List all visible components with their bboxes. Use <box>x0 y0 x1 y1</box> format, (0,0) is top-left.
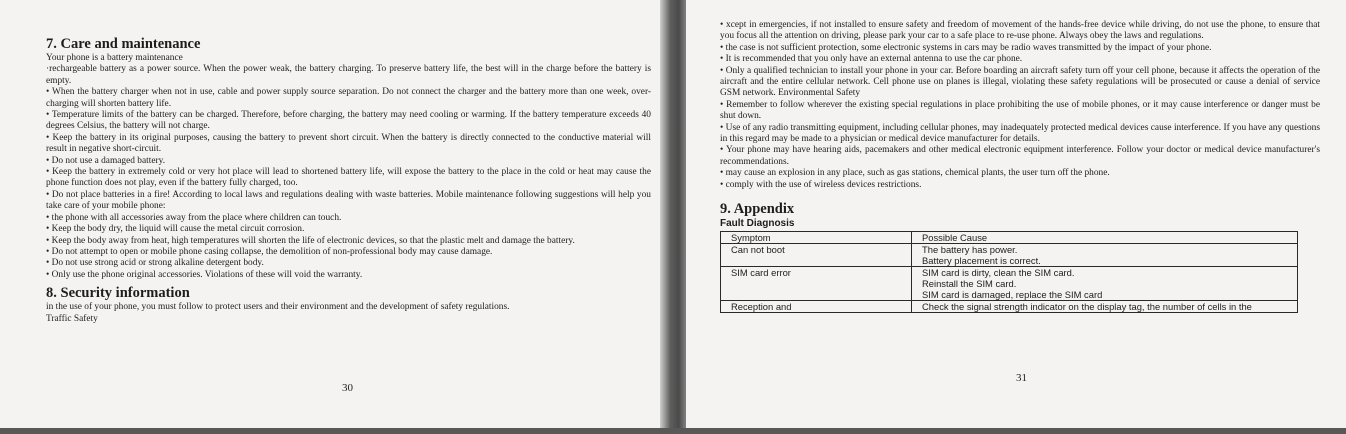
paragraph: • Do not place batteries in a fire! According to local laws and regulations dealing with waste batteries. Mobile maintenance following suggestions will help you take care of your mobile phone: <box>46 189 651 212</box>
paragraph: • Keep the body away from heat, high temperatures will shorten the life of electronic devices, so that the plastic melt and damage the battery. <box>46 235 575 246</box>
table-row <box>721 267 1298 301</box>
fault-diagnosis-table <box>720 231 1298 313</box>
left-page <box>0 0 668 428</box>
paragraph: • Only use the phone original accessories. Violations of these will void the warranty. <box>46 269 363 280</box>
paragraph: • Remember to follow wherever the existing special regulations in place prohibiting the use of mobile phones, or it may cause interference or danger must be shut down. <box>720 99 1320 122</box>
cause-line: Battery placement is correct. <box>922 255 1041 267</box>
paragraph: • It is recommended that you only have an external antenna to use the car phone. <box>720 54 1023 65</box>
paragraph: • may cause an explosion in any place, such as gas stations, chemical plants, the user turn off the phone. <box>720 168 1110 179</box>
left-page-content <box>46 36 651 325</box>
symptom-cell: Can not boot <box>721 244 912 267</box>
section-9-heading: 9. Appendix <box>720 201 795 218</box>
cause-line: The battery has power. <box>922 244 1018 256</box>
paragraph: • Do not use a damaged battery. <box>46 155 166 166</box>
table-row <box>721 301 1298 313</box>
paragraph: • Do not attempt to open or mobile phone casing collapse, the demolition of non-professional body may cause damage. <box>46 246 493 257</box>
right-page <box>686 0 1346 428</box>
paragraph: • the phone with all accessories away from the place where children can touch. <box>46 212 342 223</box>
cause-line: SIM card is dirty, clean the SIM card. <box>922 267 1075 279</box>
paragraph: • Only a qualified technician to install your phone in your car. Before boarding an aircraft safety turn off your cell phone, because it affects the operation of the aircraft and the entire cellular network. Cell phone use on planes is illegal, violating these safety regulations will be prosecuted or cause a denial of service GSM network. Environmental Safety <box>720 65 1320 99</box>
paragraph: • Your phone may have hearing aids, pacemakers and other medical electronic equipment interference. Follow your doctor or medical device manufacturer's recommendations. <box>720 145 1320 167</box>
page-number: 31 <box>1016 372 1027 384</box>
paragraph: • Use of any radio transmitting equipment, including cellular phones, may inadequately protected medical devices cause interference. If you have any questions in this regard may be made to a physician or medical device manufacturer for details. <box>720 122 1320 145</box>
paragraph: • Temperature limits of the battery can be charged. Therefore, before charging, the battery may need cooling or warming. If the battery temperature exceeds 40 degrees Celsius, the battery will not charge. <box>46 110 651 132</box>
cause-line: Check the signal strength indicator on the display tag, the number of cells in the <box>922 301 1252 313</box>
paragraph: • the case is not sufficient protection, some electronic systems in cars may be radio waves transmitted by the impact of your phone. <box>720 42 1212 53</box>
section-7-heading: 7. Care and maintenance <box>46 36 201 52</box>
table-row <box>721 244 1298 267</box>
symptom-cell: Reception and <box>721 301 912 313</box>
paragraph: • Do not use strong acid or strong alkaline detergent body. <box>46 258 264 269</box>
paragraph: • comply with the use of wireless devices restrictions. <box>720 179 922 190</box>
table-header-cause: Possible Cause <box>912 232 1298 244</box>
section-8-heading: 8. Security information <box>46 285 190 302</box>
paragraph: ·rechargeable battery as a power source. When the power weak, the battery charging. To preserve battery life, the best will in the charge before the battery is empty. <box>46 64 651 86</box>
cause-cell <box>912 267 1298 301</box>
page-number: 30 <box>342 382 353 394</box>
symptom-cell: SIM card error <box>721 267 912 301</box>
paragraph: in the use of your phone, you must follow to protect users and their environment and the development of safety regulations. <box>46 302 510 313</box>
cause-line: Reinstall the SIM card. <box>922 278 1017 290</box>
right-page-content <box>720 20 1320 313</box>
paragraph: Your phone is a battery maintenance <box>46 53 183 63</box>
paragraph: Traffic Safety <box>46 313 98 324</box>
cause-line: SIM card is damaged, replace the SIM card <box>922 289 1103 301</box>
table-header-symptom: Symptom <box>721 232 912 244</box>
paragraph: • Keep the body dry, the liquid will cause the metal circuit corrosion. <box>46 224 305 235</box>
table-header-row <box>721 232 1298 244</box>
cause-cell <box>912 244 1298 267</box>
bottom-edge <box>0 428 1346 434</box>
paragraph: • Keep the battery in its original purposes, causing the battery to prevent short circuit. When the battery is directly connected to the conductive material will result in negative short-circuit. <box>46 132 651 155</box>
paragraph: • Keep the battery in extremely cold or very hot place will lead to shortened battery life, will expose the battery to the place in the cold or heat may cause the phone function does not play, even if the battery fully charged, too. <box>46 167 651 189</box>
paragraph: • xcept in emergencies, if not installed to ensure safety and freedom of movement of the hands-free device while driving, do not use the phone, to ensure that you focus all the attention on driving, please park your car to a safe place to re-use phone. Always obey the laws and regulations. <box>720 20 1320 42</box>
cause-cell <box>912 301 1298 313</box>
paragraph: • When the battery charger when not in use, cable and power supply source separation. Do not connect the charger and the battery more than one week, over-charging will shorten battery life. <box>46 87 651 109</box>
fault-diagnosis-subheading: Fault Diagnosis <box>720 218 795 230</box>
